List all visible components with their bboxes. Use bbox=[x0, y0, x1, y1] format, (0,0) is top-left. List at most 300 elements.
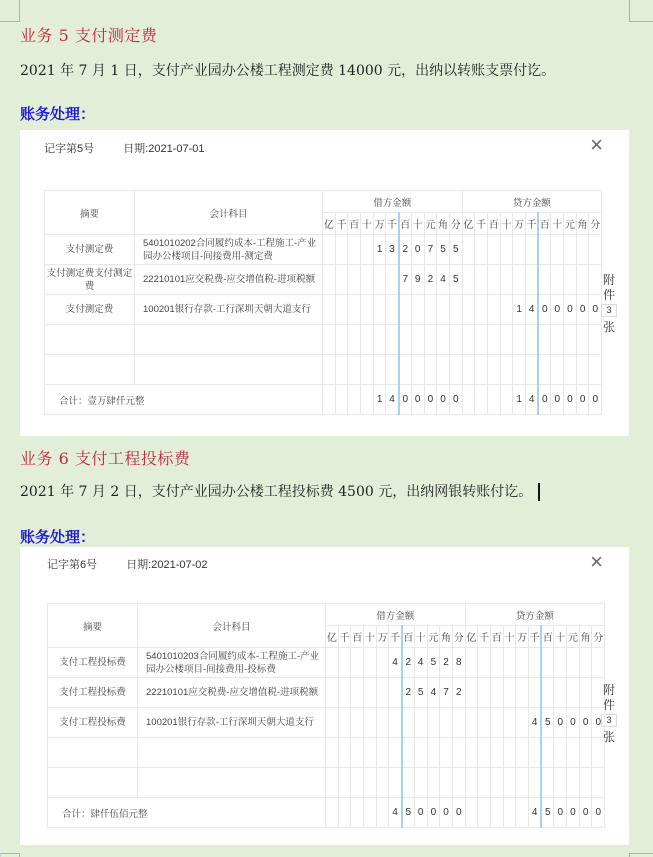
section-heading: 业务 6 支付工程投标费 bbox=[20, 449, 191, 468]
credit-digit[interactable] bbox=[500, 265, 513, 295]
credit-digit[interactable] bbox=[513, 355, 526, 385]
credit-digit[interactable] bbox=[478, 738, 491, 768]
debit-digit[interactable] bbox=[326, 648, 339, 678]
credit-digit[interactable] bbox=[541, 678, 554, 708]
debit-digit[interactable] bbox=[440, 708, 453, 738]
debit-digit[interactable] bbox=[338, 648, 351, 678]
total-credit-digit: 0 bbox=[592, 798, 605, 828]
credit-digit[interactable]: 4 bbox=[526, 295, 539, 325]
credit-digit[interactable] bbox=[554, 678, 567, 708]
credit-digit[interactable] bbox=[462, 355, 475, 385]
entry-abstract[interactable]: 支付工程投标费 bbox=[48, 708, 138, 738]
debit-digit[interactable] bbox=[376, 678, 389, 708]
debit-digit[interactable] bbox=[389, 738, 402, 768]
credit-digit[interactable] bbox=[487, 295, 500, 325]
debit-digit[interactable] bbox=[452, 708, 465, 738]
credit-digit[interactable] bbox=[465, 768, 478, 798]
debit-digit[interactable] bbox=[399, 325, 412, 355]
debit-digit[interactable]: 1 bbox=[373, 235, 386, 265]
debit-digit[interactable] bbox=[402, 768, 415, 798]
debit-digit[interactable] bbox=[351, 768, 364, 798]
credit-digit[interactable] bbox=[516, 738, 529, 768]
debit-digit[interactable]: 0 bbox=[411, 235, 424, 265]
credit-digit[interactable] bbox=[589, 325, 602, 355]
debit-digit[interactable]: 2 bbox=[402, 648, 415, 678]
debit-digit[interactable] bbox=[364, 738, 377, 768]
debit-digit[interactable] bbox=[364, 648, 377, 678]
debit-digit[interactable] bbox=[424, 355, 437, 385]
credit-digit[interactable] bbox=[500, 295, 513, 325]
credit-digit[interactable] bbox=[465, 648, 478, 678]
credit-digit[interactable] bbox=[516, 708, 529, 738]
credit-digit[interactable] bbox=[462, 295, 475, 325]
debit-digit[interactable] bbox=[427, 708, 440, 738]
debit-digit[interactable] bbox=[338, 708, 351, 738]
credit-digit[interactable] bbox=[487, 235, 500, 265]
credit-digit[interactable] bbox=[503, 708, 516, 738]
digit-header: 十 bbox=[551, 213, 564, 235]
digit-header: 十 bbox=[414, 626, 427, 648]
debit-digit[interactable] bbox=[414, 768, 427, 798]
credit-digit[interactable] bbox=[526, 265, 539, 295]
credit-digit[interactable] bbox=[567, 648, 580, 678]
credit-digit[interactable]: 0 bbox=[564, 295, 577, 325]
entry-account[interactable]: 22210101应交税费-应交增值税-进项税额 bbox=[135, 265, 323, 295]
debit-digit[interactable] bbox=[373, 265, 386, 295]
digit-header: 百 bbox=[402, 626, 415, 648]
debit-digit[interactable] bbox=[414, 708, 427, 738]
credit-digit[interactable] bbox=[478, 678, 491, 708]
debit-digit[interactable] bbox=[361, 235, 374, 265]
debit-digit[interactable] bbox=[414, 738, 427, 768]
debit-digit[interactable]: 4 bbox=[437, 265, 450, 295]
entry-account[interactable]: 100201银行存款-工行深圳天朝大道支行 bbox=[135, 295, 323, 325]
credit-digit[interactable] bbox=[465, 708, 478, 738]
credit-digit[interactable] bbox=[551, 235, 564, 265]
page-corner-mark bbox=[0, 853, 20, 857]
credit-digit[interactable]: 0 bbox=[592, 708, 605, 738]
debit-digit[interactable] bbox=[323, 325, 336, 355]
debit-digit[interactable] bbox=[440, 738, 453, 768]
digit-header: 十 bbox=[411, 213, 424, 235]
total-label: 合计：肆仟伍佰元整 bbox=[48, 798, 326, 828]
debit-digit[interactable] bbox=[348, 265, 361, 295]
debit-digit[interactable]: 9 bbox=[411, 265, 424, 295]
debit-digit[interactable] bbox=[351, 708, 364, 738]
credit-digit[interactable] bbox=[592, 648, 605, 678]
credit-digit[interactable] bbox=[526, 355, 539, 385]
debit-digit[interactable] bbox=[364, 768, 377, 798]
debit-digit[interactable] bbox=[376, 738, 389, 768]
credit-digit[interactable] bbox=[592, 768, 605, 798]
entry-abstract[interactable] bbox=[45, 325, 135, 355]
digit-header: 分 bbox=[449, 213, 462, 235]
entry-account[interactable] bbox=[135, 355, 323, 385]
voucher-table bbox=[44, 190, 602, 415]
total-debit-digit: 4 bbox=[389, 798, 402, 828]
debit-digit[interactable] bbox=[348, 235, 361, 265]
entry-abstract[interactable] bbox=[48, 738, 138, 768]
debit-digit[interactable] bbox=[376, 768, 389, 798]
credit-digit[interactable]: 0 bbox=[554, 708, 567, 738]
credit-digit[interactable] bbox=[475, 295, 488, 325]
credit-digit[interactable]: 0 bbox=[567, 708, 580, 738]
section-subheading: 账务处理： bbox=[20, 528, 96, 546]
entry-abstract[interactable]: 支付测定费 bbox=[45, 235, 135, 265]
debit-digit[interactable] bbox=[348, 295, 361, 325]
debit-digit[interactable]: 5 bbox=[414, 678, 427, 708]
credit-digit[interactable] bbox=[541, 648, 554, 678]
debit-digit[interactable] bbox=[389, 708, 402, 738]
debit-digit[interactable] bbox=[361, 355, 374, 385]
credit-digit[interactable] bbox=[490, 678, 503, 708]
debit-digit[interactable] bbox=[326, 768, 339, 798]
credit-digit[interactable] bbox=[554, 768, 567, 798]
debit-digit[interactable]: 4 bbox=[389, 648, 402, 678]
entry-abstract[interactable]: 支付测定费支付测定费 bbox=[45, 265, 135, 295]
total-debit-digit: 4 bbox=[386, 385, 399, 415]
debit-digit[interactable] bbox=[361, 295, 374, 325]
total-credit-digit: 0 bbox=[589, 385, 602, 415]
total-debit-digit bbox=[326, 798, 339, 828]
debit-digit[interactable] bbox=[376, 648, 389, 678]
entry-account[interactable]: 5401010203合同履约成本-工程施工-产业园办公楼项目-间接费用-投标费 bbox=[138, 648, 326, 678]
credit-digit[interactable] bbox=[513, 235, 526, 265]
credit-digit[interactable] bbox=[462, 235, 475, 265]
total-credit-digit: 0 bbox=[579, 798, 592, 828]
debit-digit[interactable] bbox=[386, 265, 399, 295]
close-icon[interactable]: × bbox=[590, 132, 603, 157]
credit-digit[interactable] bbox=[579, 648, 592, 678]
credit-digit[interactable]: 1 bbox=[513, 295, 526, 325]
credit-digit[interactable] bbox=[538, 235, 551, 265]
entry-account[interactable]: 5401010202合同履约成本-工程施工-产业园办公楼项目-间接费用-测定费 bbox=[135, 235, 323, 265]
paragraph-text: 2021 年 7 月 2 日，支付产业园办公楼工程投标费 4500 元，出纳网银转账付讫。 bbox=[20, 484, 533, 500]
digit-header: 千 bbox=[529, 626, 542, 648]
total-debit-digit: 0 bbox=[440, 798, 453, 828]
credit-digit[interactable] bbox=[503, 768, 516, 798]
voucher-panel bbox=[20, 130, 629, 436]
digit-header: 元 bbox=[567, 626, 580, 648]
page-corner-mark bbox=[0, 0, 20, 22]
credit-digit[interactable] bbox=[551, 325, 564, 355]
debit-digit[interactable] bbox=[326, 678, 339, 708]
debit-digit[interactable] bbox=[351, 738, 364, 768]
credit-digit[interactable] bbox=[579, 678, 592, 708]
entry-account[interactable]: 22210101应交税费-应交增值税-进项税额 bbox=[138, 678, 326, 708]
credit-digit[interactable]: 0 bbox=[589, 295, 602, 325]
table-row bbox=[45, 325, 602, 355]
debit-digit[interactable]: 5 bbox=[449, 235, 462, 265]
credit-digit[interactable] bbox=[503, 648, 516, 678]
credit-digit[interactable] bbox=[462, 325, 475, 355]
debit-digit[interactable]: 2 bbox=[440, 648, 453, 678]
debit-digit[interactable]: 3 bbox=[386, 235, 399, 265]
total-debit-digit bbox=[338, 798, 351, 828]
section-heading: 业务 5 支付测定费 bbox=[20, 26, 158, 45]
total-credit-digit bbox=[465, 798, 478, 828]
credit-digit[interactable] bbox=[487, 325, 500, 355]
credit-digit[interactable] bbox=[462, 265, 475, 295]
entry-abstract[interactable]: 支付工程投标费 bbox=[48, 648, 138, 678]
debit-digit[interactable] bbox=[364, 678, 377, 708]
credit-digit[interactable] bbox=[526, 325, 539, 355]
entry-account[interactable] bbox=[138, 768, 326, 798]
digit-header: 元 bbox=[424, 213, 437, 235]
attachment-count-input[interactable]: 3 bbox=[601, 304, 617, 317]
attachment-label: 附 bbox=[602, 683, 615, 697]
debit-digit[interactable]: 7 bbox=[440, 678, 453, 708]
debit-digit[interactable]: 2 bbox=[399, 235, 412, 265]
credit-digit[interactable] bbox=[465, 738, 478, 768]
debit-digit[interactable] bbox=[452, 738, 465, 768]
credit-digit[interactable] bbox=[529, 738, 542, 768]
debit-digit[interactable]: 2 bbox=[452, 678, 465, 708]
debit-digit[interactable] bbox=[323, 265, 336, 295]
credit-digit[interactable] bbox=[576, 235, 589, 265]
debit-digit[interactable] bbox=[449, 295, 462, 325]
credit-digit[interactable] bbox=[567, 678, 580, 708]
credit-digit[interactable] bbox=[490, 708, 503, 738]
total-credit-digit: 1 bbox=[513, 385, 526, 415]
total-credit-digit: 0 bbox=[551, 385, 564, 415]
total-credit-digit: 0 bbox=[576, 385, 589, 415]
entry-abstract[interactable]: 支付工程投标费 bbox=[48, 678, 138, 708]
debit-digit[interactable]: 4 bbox=[427, 678, 440, 708]
credit-digit[interactable] bbox=[589, 265, 602, 295]
credit-digit[interactable] bbox=[564, 325, 577, 355]
debit-digit[interactable] bbox=[424, 295, 437, 325]
section-paragraph: 2021 年 7 月 1 日，支付产业园办公楼工程测定费 14000 元，出纳以转账支票付讫。 bbox=[20, 63, 556, 79]
voucher-header bbox=[44, 140, 231, 156]
debit-digit[interactable]: 5 bbox=[427, 648, 440, 678]
credit-digit[interactable]: 0 bbox=[538, 295, 551, 325]
credit-digit[interactable] bbox=[478, 648, 491, 678]
debit-digit[interactable] bbox=[440, 768, 453, 798]
credit-digit[interactable]: 0 bbox=[576, 295, 589, 325]
credit-digit[interactable]: 5 bbox=[541, 708, 554, 738]
credit-digit[interactable] bbox=[516, 648, 529, 678]
credit-digit[interactable] bbox=[513, 265, 526, 295]
entry-abstract[interactable] bbox=[45, 355, 135, 385]
credit-digit[interactable] bbox=[500, 355, 513, 385]
close-icon[interactable]: × bbox=[590, 549, 603, 574]
debit-digit[interactable] bbox=[335, 325, 348, 355]
credit-digit[interactable] bbox=[475, 325, 488, 355]
debit-digit[interactable] bbox=[351, 648, 364, 678]
total-credit-digit: 4 bbox=[526, 385, 539, 415]
digit-header: 分 bbox=[589, 213, 602, 235]
debit-digit[interactable] bbox=[326, 708, 339, 738]
debit-digit[interactable] bbox=[437, 325, 450, 355]
debit-digit[interactable] bbox=[386, 325, 399, 355]
credit-digit[interactable] bbox=[478, 708, 491, 738]
debit-digit[interactable] bbox=[361, 325, 374, 355]
credit-digit[interactable] bbox=[564, 265, 577, 295]
credit-digit[interactable] bbox=[554, 738, 567, 768]
debit-digit[interactable] bbox=[389, 678, 402, 708]
debit-digit[interactable] bbox=[335, 355, 348, 385]
debit-digit[interactable]: 7 bbox=[399, 265, 412, 295]
credit-digit[interactable] bbox=[554, 648, 567, 678]
debit-digit[interactable] bbox=[335, 295, 348, 325]
credit-digit[interactable] bbox=[465, 678, 478, 708]
debit-digit[interactable] bbox=[411, 325, 424, 355]
credit-digit[interactable] bbox=[589, 235, 602, 265]
credit-digit[interactable] bbox=[490, 648, 503, 678]
entry-account[interactable] bbox=[135, 325, 323, 355]
credit-digit[interactable] bbox=[564, 355, 577, 385]
credit-digit[interactable] bbox=[567, 738, 580, 768]
debit-digit[interactable] bbox=[402, 738, 415, 768]
total-debit-digit: 0 bbox=[427, 798, 440, 828]
col-header-credit: 贷方金额 bbox=[465, 604, 605, 626]
credit-digit[interactable] bbox=[475, 235, 488, 265]
debit-digit[interactable] bbox=[338, 768, 351, 798]
credit-digit[interactable] bbox=[538, 265, 551, 295]
credit-digit[interactable] bbox=[538, 355, 551, 385]
total-debit-digit: 5 bbox=[402, 798, 415, 828]
credit-digit[interactable] bbox=[503, 738, 516, 768]
debit-digit[interactable] bbox=[424, 325, 437, 355]
entry-abstract[interactable]: 支付测定费 bbox=[45, 295, 135, 325]
total-row bbox=[48, 798, 605, 828]
credit-digit[interactable]: 0 bbox=[579, 708, 592, 738]
debit-digit[interactable] bbox=[427, 738, 440, 768]
section-subheading: 账务处理： bbox=[20, 105, 96, 123]
attachment-count-input[interactable]: 3 bbox=[601, 714, 617, 727]
debit-digit[interactable] bbox=[373, 295, 386, 325]
total-credit-digit: 4 bbox=[529, 798, 542, 828]
debit-digit[interactable] bbox=[411, 355, 424, 385]
credit-digit[interactable] bbox=[576, 355, 589, 385]
debit-digit[interactable] bbox=[386, 295, 399, 325]
table-row bbox=[45, 235, 602, 265]
credit-digit[interactable] bbox=[490, 738, 503, 768]
debit-digit[interactable] bbox=[335, 265, 348, 295]
debit-digit[interactable] bbox=[399, 355, 412, 385]
debit-digit[interactable] bbox=[323, 235, 336, 265]
entry-account[interactable] bbox=[138, 738, 326, 768]
debit-digit[interactable] bbox=[348, 355, 361, 385]
debit-digit[interactable] bbox=[323, 295, 336, 325]
credit-digit[interactable] bbox=[500, 235, 513, 265]
debit-digit[interactable]: 2 bbox=[402, 678, 415, 708]
debit-digit[interactable] bbox=[386, 355, 399, 385]
credit-digit[interactable] bbox=[478, 768, 491, 798]
col-header-abstract: 摘要 bbox=[48, 604, 138, 648]
debit-digit[interactable] bbox=[437, 295, 450, 325]
digit-header: 万 bbox=[513, 213, 526, 235]
credit-digit[interactable] bbox=[567, 768, 580, 798]
digit-header: 万 bbox=[516, 626, 529, 648]
debit-digit[interactable] bbox=[348, 325, 361, 355]
credit-digit[interactable] bbox=[541, 768, 554, 798]
credit-digit[interactable]: 0 bbox=[551, 295, 564, 325]
credit-digit[interactable] bbox=[490, 768, 503, 798]
debit-digit[interactable] bbox=[427, 768, 440, 798]
credit-digit[interactable] bbox=[487, 265, 500, 295]
digit-header: 百 bbox=[541, 626, 554, 648]
credit-digit[interactable] bbox=[513, 325, 526, 355]
voucher-header bbox=[47, 556, 234, 572]
digit-header: 角 bbox=[576, 213, 589, 235]
debit-digit[interactable] bbox=[449, 325, 462, 355]
credit-digit[interactable] bbox=[579, 768, 592, 798]
debit-digit[interactable] bbox=[326, 738, 339, 768]
debit-digit[interactable] bbox=[399, 295, 412, 325]
credit-digit[interactable] bbox=[487, 355, 500, 385]
debit-digit[interactable]: 8 bbox=[452, 648, 465, 678]
credit-digit[interactable] bbox=[529, 678, 542, 708]
credit-digit[interactable] bbox=[576, 325, 589, 355]
credit-digit[interactable] bbox=[538, 325, 551, 355]
col-header-debit: 借方金额 bbox=[323, 191, 463, 213]
debit-digit[interactable]: 7 bbox=[424, 235, 437, 265]
debit-digit[interactable] bbox=[389, 768, 402, 798]
credit-digit[interactable] bbox=[551, 265, 564, 295]
debit-digit[interactable] bbox=[351, 678, 364, 708]
attachment-count bbox=[601, 273, 617, 335]
attachment-count bbox=[601, 683, 617, 745]
credit-digit[interactable] bbox=[526, 235, 539, 265]
debit-digit[interactable] bbox=[335, 235, 348, 265]
total-credit-digit: 0 bbox=[564, 385, 577, 415]
debit-digit[interactable]: 2 bbox=[424, 265, 437, 295]
credit-digit[interactable] bbox=[541, 738, 554, 768]
debit-digit[interactable] bbox=[437, 355, 450, 385]
debit-digit[interactable] bbox=[376, 708, 389, 738]
credit-digit[interactable] bbox=[529, 768, 542, 798]
digit-header: 亿 bbox=[462, 213, 475, 235]
debit-digit[interactable] bbox=[449, 355, 462, 385]
debit-digit[interactable]: 5 bbox=[449, 265, 462, 295]
digit-header: 十 bbox=[361, 213, 374, 235]
debit-digit[interactable] bbox=[338, 738, 351, 768]
digit-header: 千 bbox=[386, 213, 399, 235]
credit-digit[interactable] bbox=[516, 768, 529, 798]
credit-digit[interactable] bbox=[551, 355, 564, 385]
total-credit-digit bbox=[487, 385, 500, 415]
debit-digit[interactable]: 5 bbox=[437, 235, 450, 265]
digit-header: 元 bbox=[564, 213, 577, 235]
credit-digit[interactable] bbox=[589, 355, 602, 385]
digit-header: 十 bbox=[503, 626, 516, 648]
credit-digit[interactable] bbox=[564, 235, 577, 265]
debit-digit[interactable] bbox=[323, 355, 336, 385]
credit-digit[interactable] bbox=[475, 355, 488, 385]
debit-digit[interactable]: 4 bbox=[414, 648, 427, 678]
debit-digit[interactable] bbox=[452, 768, 465, 798]
credit-digit[interactable]: 4 bbox=[529, 708, 542, 738]
credit-digit[interactable] bbox=[529, 648, 542, 678]
debit-digit[interactable] bbox=[411, 295, 424, 325]
debit-digit[interactable] bbox=[373, 325, 386, 355]
credit-digit[interactable] bbox=[579, 738, 592, 768]
credit-digit[interactable] bbox=[500, 325, 513, 355]
credit-digit[interactable] bbox=[516, 678, 529, 708]
debit-digit[interactable] bbox=[402, 708, 415, 738]
debit-digit[interactable] bbox=[338, 678, 351, 708]
debit-digit[interactable] bbox=[373, 355, 386, 385]
entry-abstract[interactable] bbox=[48, 768, 138, 798]
debit-digit[interactable] bbox=[361, 265, 374, 295]
credit-digit[interactable] bbox=[503, 678, 516, 708]
credit-digit[interactable] bbox=[475, 265, 488, 295]
entry-account[interactable]: 100201银行存款-工行深圳天朝大道支行 bbox=[138, 708, 326, 738]
debit-digit[interactable] bbox=[364, 708, 377, 738]
credit-digit[interactable] bbox=[576, 265, 589, 295]
